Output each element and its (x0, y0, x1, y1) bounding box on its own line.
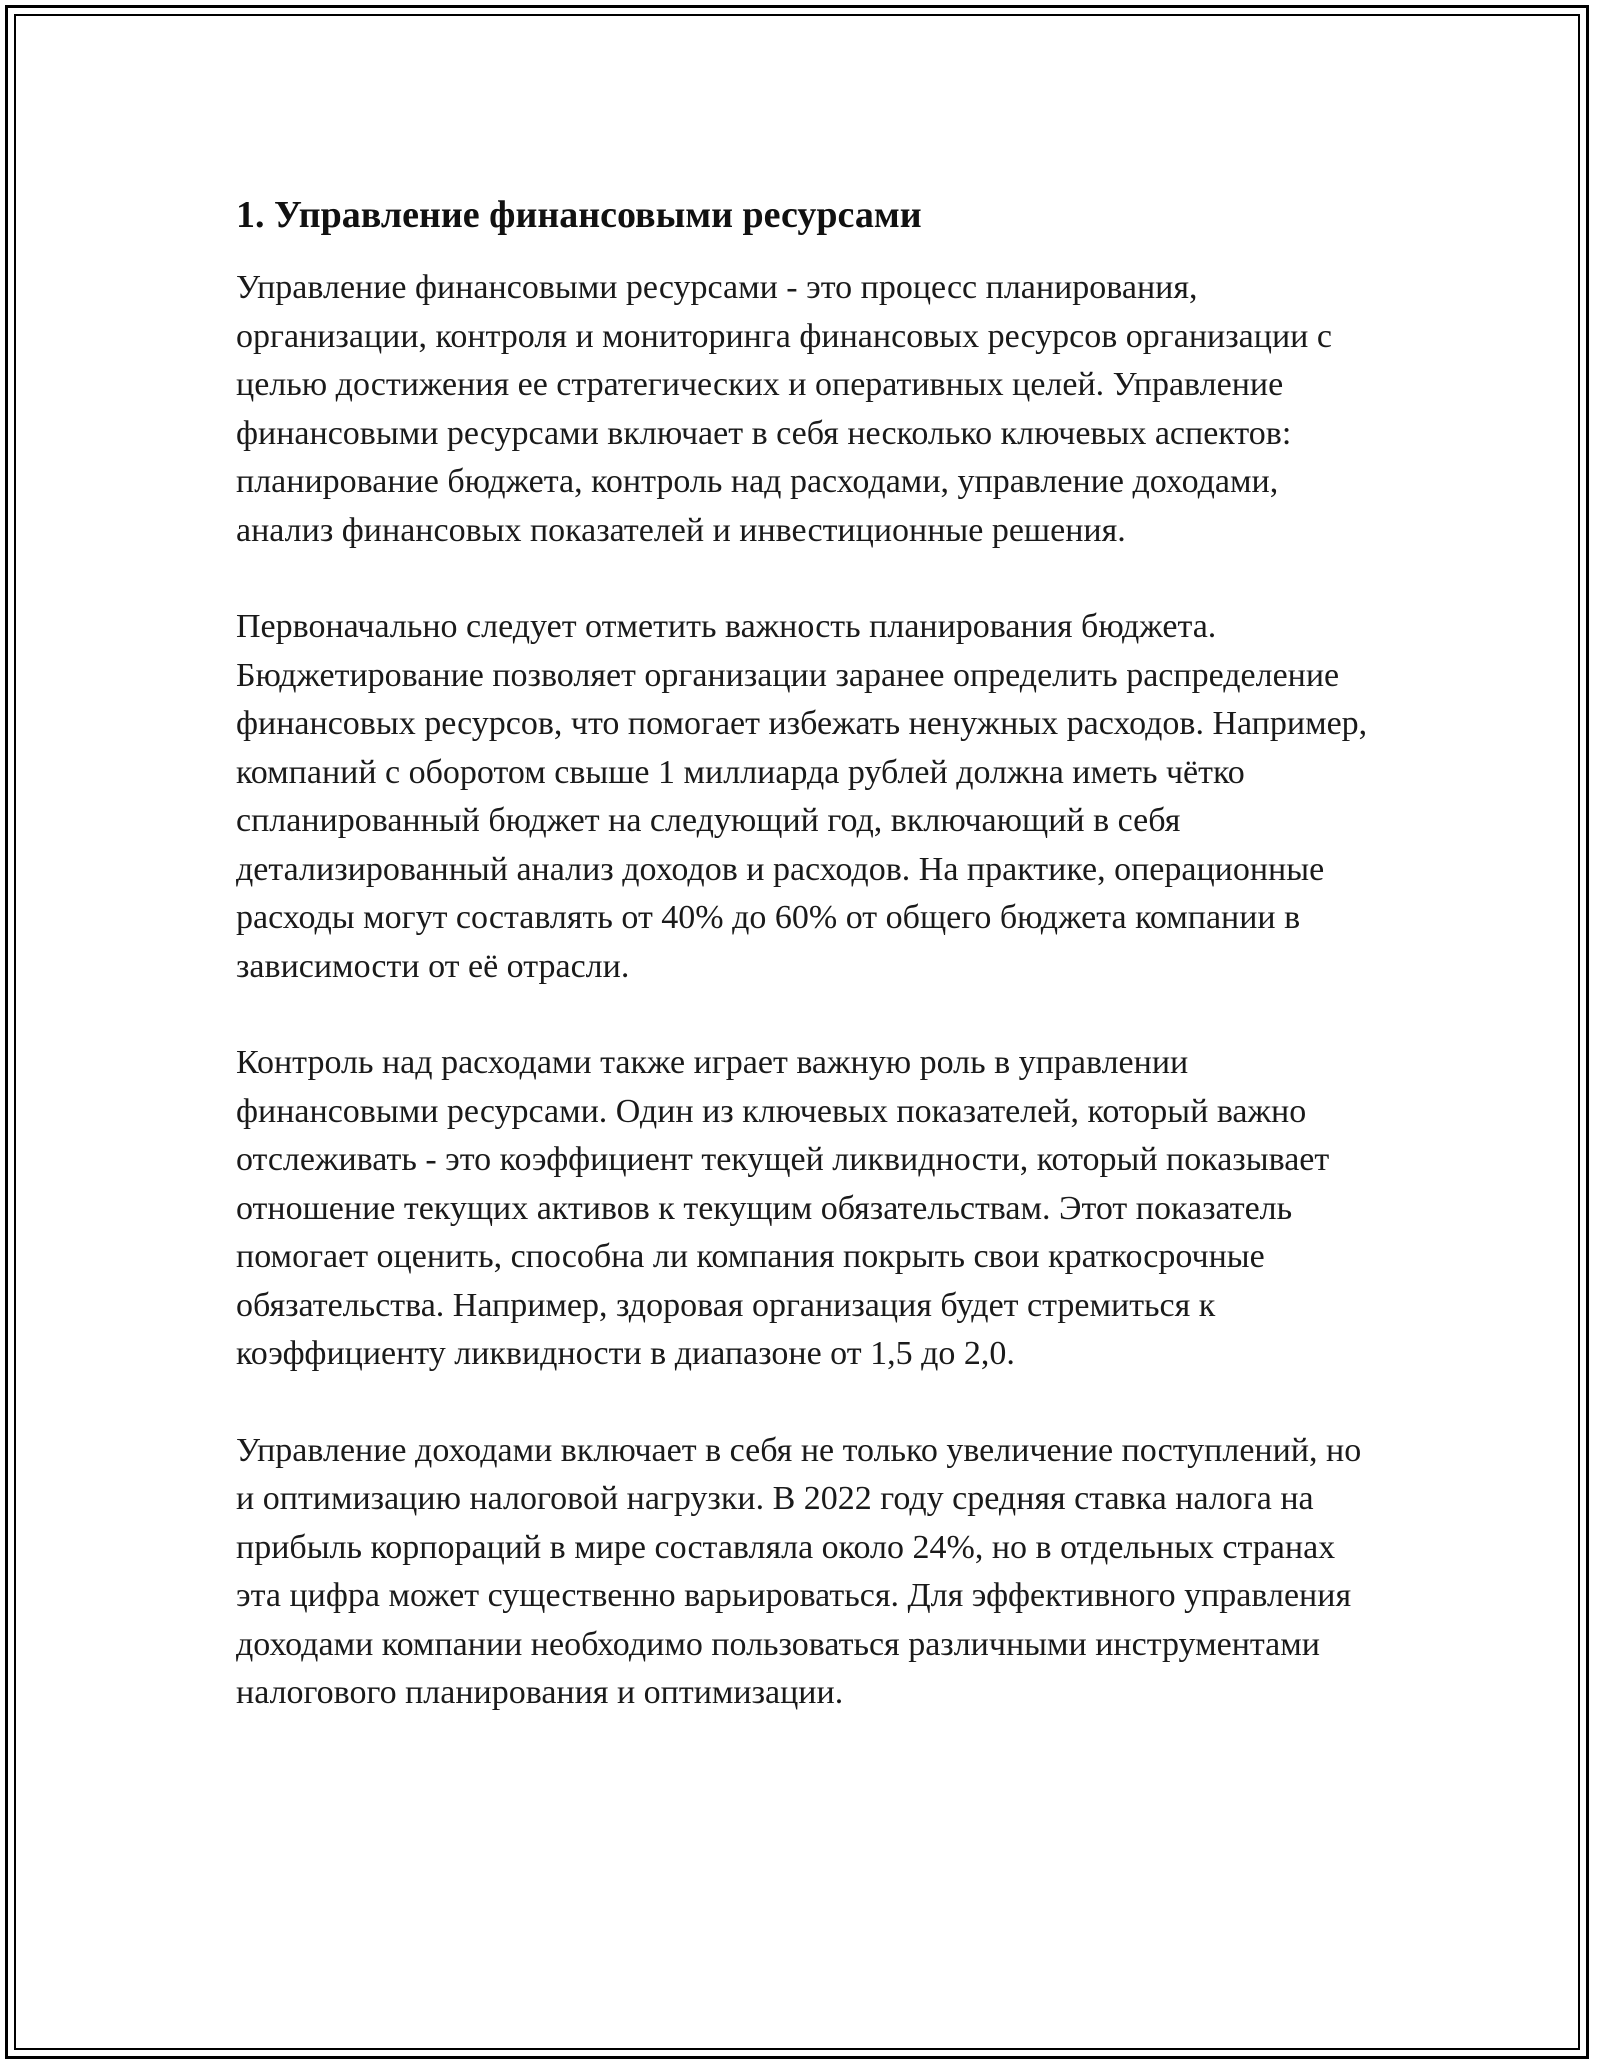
paragraph-budget-planning: Первоначально следует отметить важность планирования бюджета. Бюджетирование позволяет организации заранее определить распределение финансовых ресурсов, что помогает избежать ненужных расходов. Например, компаний с оборотом свыше 1 миллиарда рублей должна иметь чётко спланированный бюджет на следующий год, включающий в себя детализированный анализ доходов и расходов. На практике, операционные расходы могут составлять от 40% до 60% от общего бюджета компании в зависимости от её отрасли. (236, 608, 1368, 985)
paragraph-intro: Управление финансовыми ресурсами - это процесс планирования, организации, контроля и мониторинга финансовых ресурсов организации с целью достижения ее стратегических и оперативных целей. Управление финансовыми ресурсами включает в себя несколько ключевых аспектов: планирование бюджета, контроль над расходами, управление доходами, анализ финансовых показателей и инвестиционные решения. (236, 269, 1332, 549)
paragraph-income-management: Управление доходами включает в себя не только увеличение поступлений, но и оптимизацию налоговой нагрузки. В 2022 году средняя ставка налога на прибыль корпораций в мире составляла около 24%, но в отдельных странах эта цифра может существенно варьироваться. Для эффективного управления доходами компании необходимо пользоваться различными инструментами налогового планирования и оптимизации. (236, 1431, 1362, 1711)
paragraph-expense-control: Контроль над расходами также играет важную роль в управлении финансовыми ресурсами. Один из ключевых показателей, который важно отслеживать - это коэффициент текущей ликвидности, который показывает отношение текущих активов к текущим обязательствам. Этот показатель помогает оценить, способна ли компания покрыть свои краткосрочные обязательства. Например, здоровая организация будет стремиться к коэффициенту ликвидности в диапазоне от 1,5 до 2,0. (236, 1044, 1330, 1372)
section-heading: 1. Управление финансовыми ресурсами (236, 194, 922, 236)
document-body (236, 188, 1376, 1766)
